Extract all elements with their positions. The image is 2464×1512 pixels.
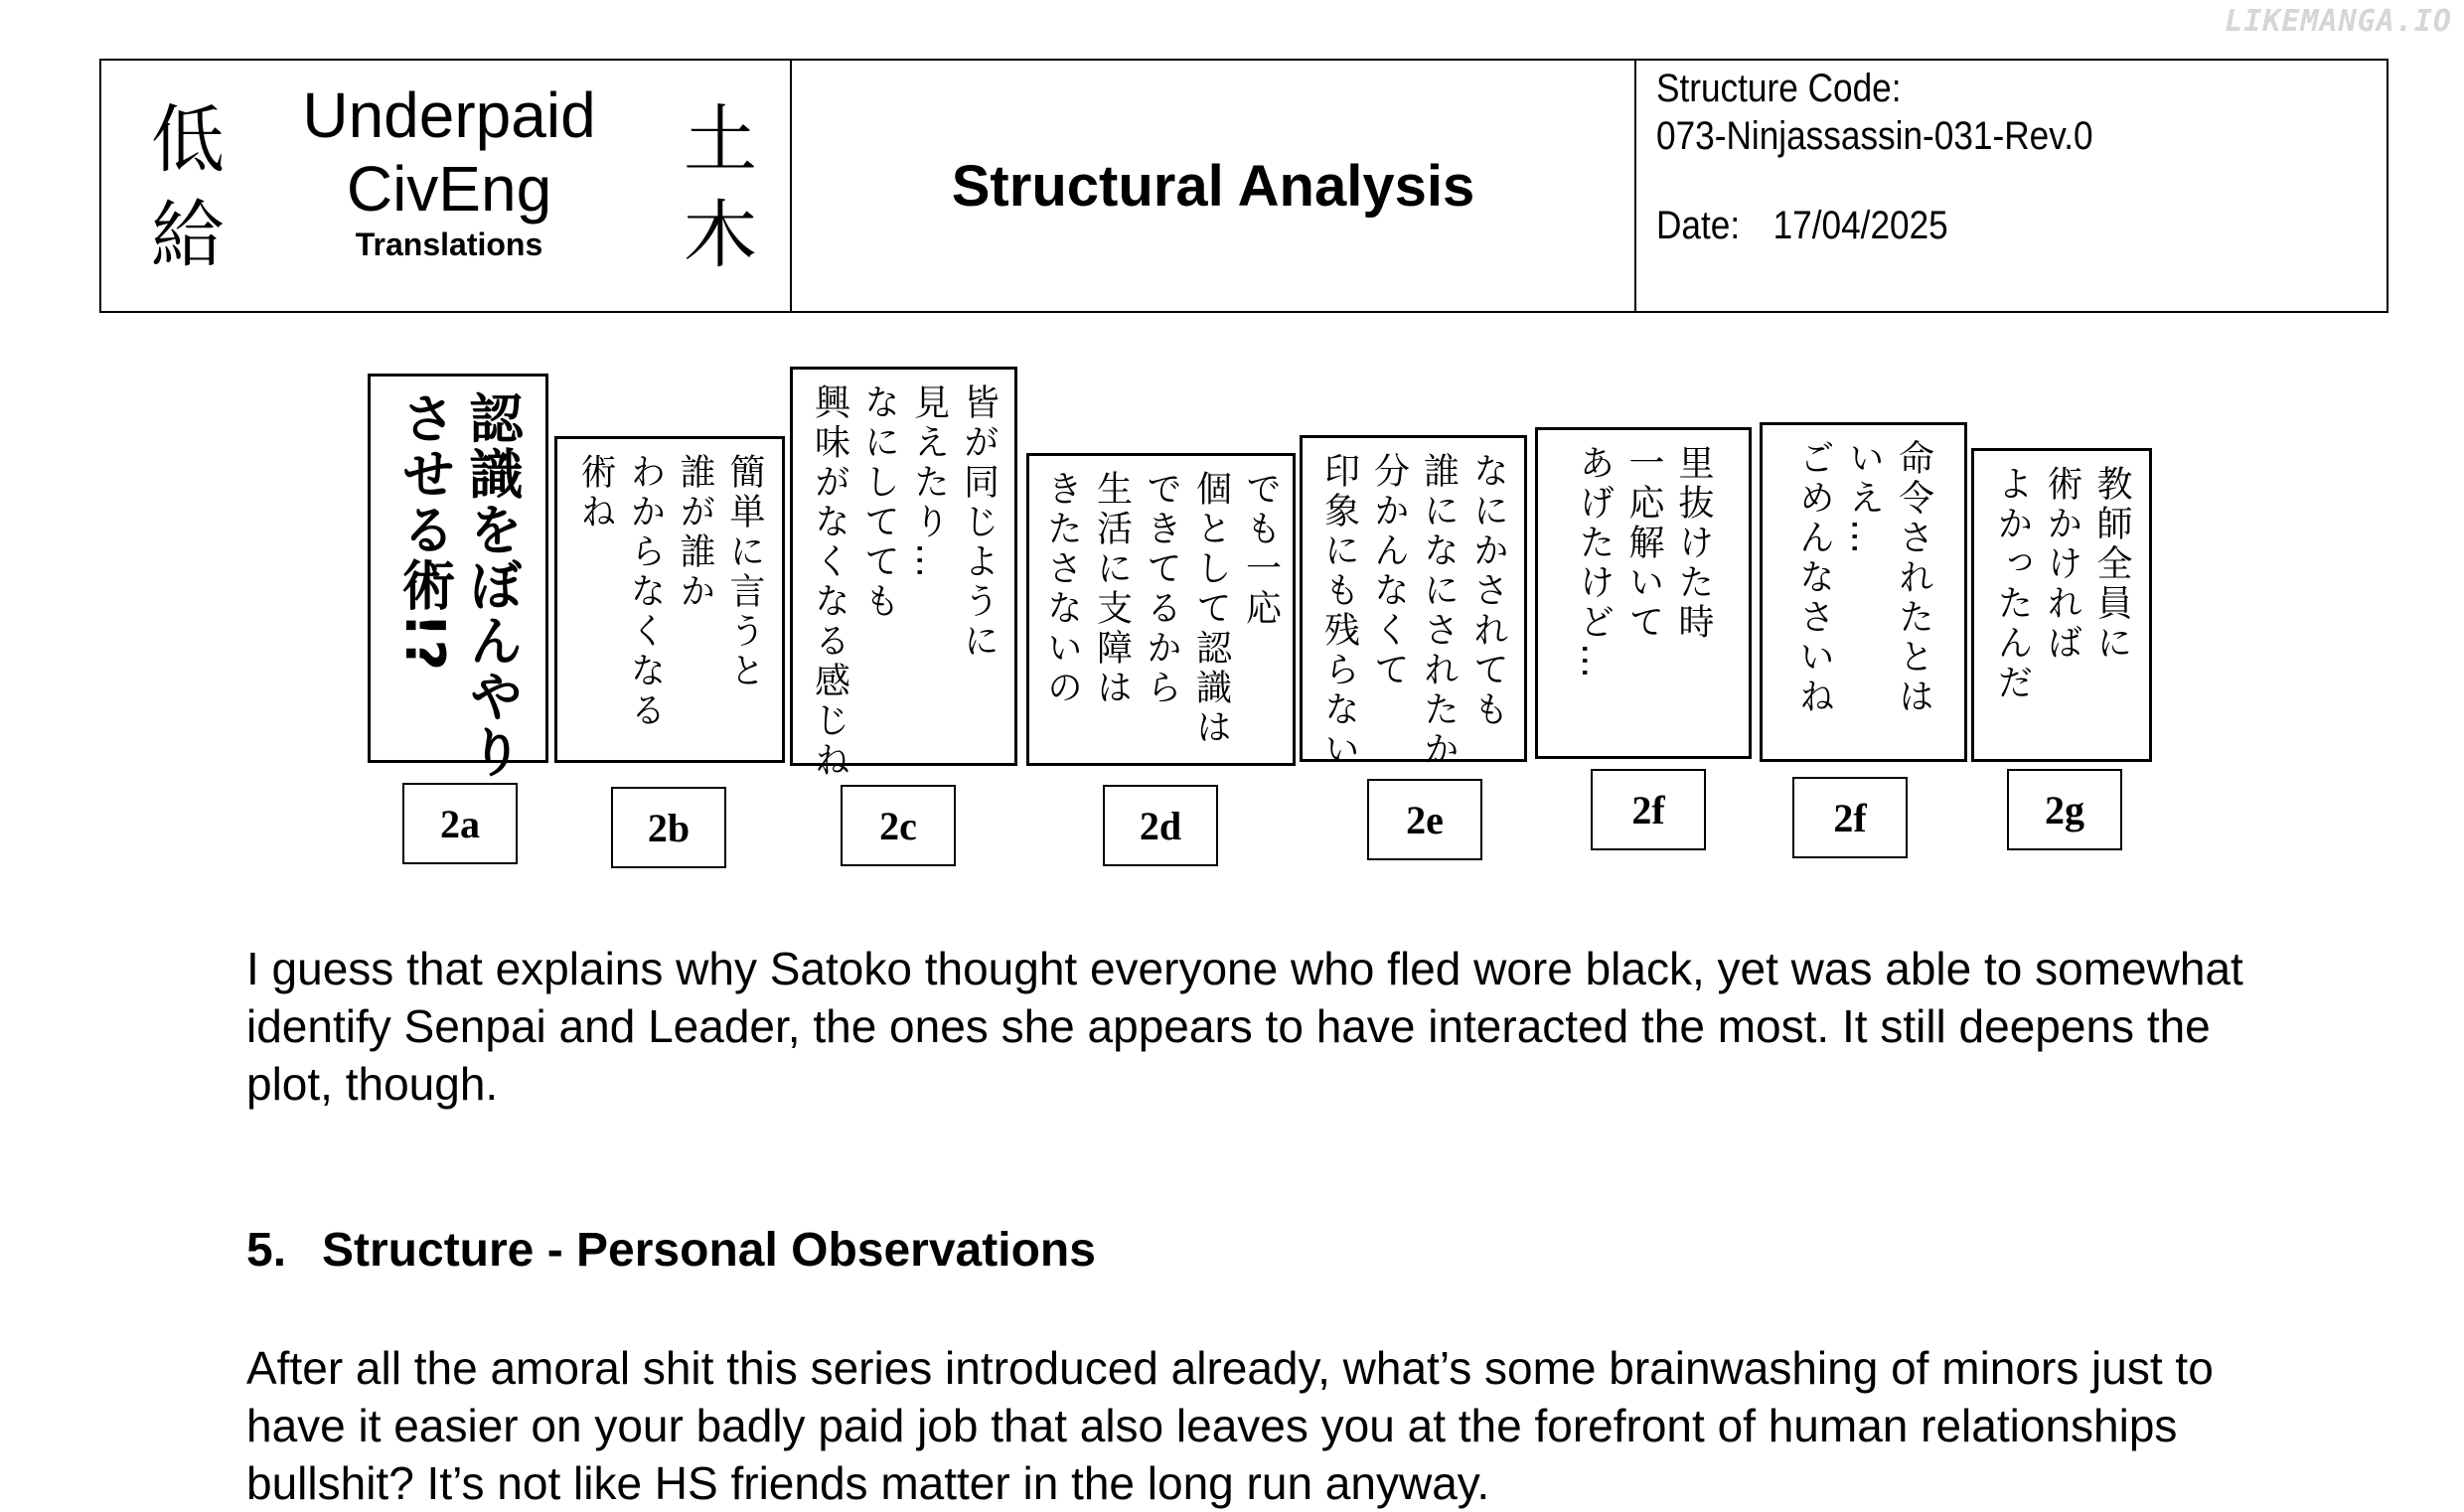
logo-subtitle: Translations: [355, 227, 543, 262]
panel-text-line: なにかされても: [1467, 452, 1509, 730]
panel-text-line: でも一応: [1240, 470, 1282, 629]
panel-label: 2d: [1103, 785, 1218, 866]
manga-panel-2g: [1971, 448, 2152, 762]
panel-text-line: 個として認識は: [1190, 470, 1232, 748]
panel-text-line: なにしてても: [858, 383, 900, 622]
panel-text-line: きたさないの: [1041, 470, 1083, 708]
panel-text-line: させる術!?: [393, 390, 456, 673]
manga-panel-2f: [1760, 422, 1967, 762]
panel-text-line: 教師全員に: [2091, 465, 2132, 664]
date-value: 17/04/2025: [1772, 204, 1948, 247]
manga-panel-2d: [1026, 453, 1296, 766]
panel-text-line: 命令されたとは: [1893, 439, 1934, 717]
panel-text-line: 分かんなくて: [1368, 452, 1410, 690]
logo-kanji: 土: [684, 97, 757, 183]
section-number: 5.: [246, 1224, 287, 1277]
section-title: Structure - Personal Observations: [322, 1224, 1096, 1277]
panel-text-line: 術ね: [575, 453, 616, 532]
manga-panel-2f: [1535, 427, 1752, 759]
panel-text-line: 術かければ: [2042, 465, 2082, 664]
structure-code-label: Structure Code:: [1656, 67, 1902, 110]
watermark: LIKEMANGA.IO: [2225, 4, 2452, 39]
panel-text-line: いえ…: [1843, 439, 1885, 558]
panel-text-line: 見えたり…: [908, 383, 950, 582]
panel-text-line: 簡単に言うと: [724, 453, 765, 691]
panel-text-line: 一応解いて: [1623, 444, 1664, 643]
panel-label: 2g: [2007, 769, 2122, 850]
panel-text-line: 印象にも残らない: [1318, 452, 1360, 770]
manga-panel-2a: [368, 374, 548, 780]
manga-panel-2b: [554, 436, 785, 763]
panel-text-line: 興味がなくなる感じね: [809, 383, 850, 781]
panel-text-line: ごめんなさいね: [1793, 439, 1835, 717]
panel-label: 2e: [1367, 779, 1482, 860]
logo-kanji: 低: [151, 97, 225, 183]
panel-label: 2f: [1591, 769, 1706, 850]
logo-kanji: 木: [684, 193, 757, 278]
document-title: Structural Analysis: [951, 153, 1475, 219]
paragraph-observations: After all the amoral shit this series introduced already, what’s some brainwashing of minors just to have it easier on your badly paid job that also leaves you at the forefront of human relationships bullshit? It’s not like HS friends matter in the long run anyway.: [246, 1342, 2214, 1509]
section-heading: [246, 1223, 1096, 1278]
manga-panel-2c: [790, 367, 1017, 781]
logo-kanji: 給: [151, 193, 225, 278]
panel-text-line: 誰が誰か: [675, 453, 715, 612]
logo-line-1: Underpaid: [302, 79, 596, 151]
panel-text-line: 里抜けた時: [1673, 444, 1714, 643]
panel-label: 2c: [841, 785, 956, 866]
panel-text-line: わからなくなる: [625, 453, 666, 731]
paragraph-explanation: I guess that explains why Satoko thought everyone who fled wore black, yet was able to somewhat identify Senpai and Leader, the ones she appears to have interacted the most. It still deepens the plot, though.: [246, 943, 2243, 1110]
panel-label: 2b: [611, 787, 726, 868]
date-label: Date:: [1656, 204, 1741, 247]
logo-line-2: CivEng: [346, 153, 552, 225]
panel-text-line: 生活に支障は: [1091, 470, 1133, 708]
panel-text-line: 認識をぼんやり: [461, 390, 524, 780]
manga-panel-2e: [1300, 435, 1527, 770]
panel-text-line: あげたけど…: [1574, 444, 1615, 682]
panel-text-line: よかったんだ: [1992, 465, 2033, 703]
panel-label: 2f: [1792, 777, 1908, 858]
structure-code-value: 073-Ninjassassin-031-Rev.0: [1656, 114, 2093, 158]
panel-label: 2a: [402, 783, 518, 864]
panel-text-line: 皆が同じように: [958, 383, 1000, 662]
panel-text-line: 誰になにされたか: [1418, 452, 1460, 770]
panel-text-line: できてるから: [1141, 470, 1182, 708]
